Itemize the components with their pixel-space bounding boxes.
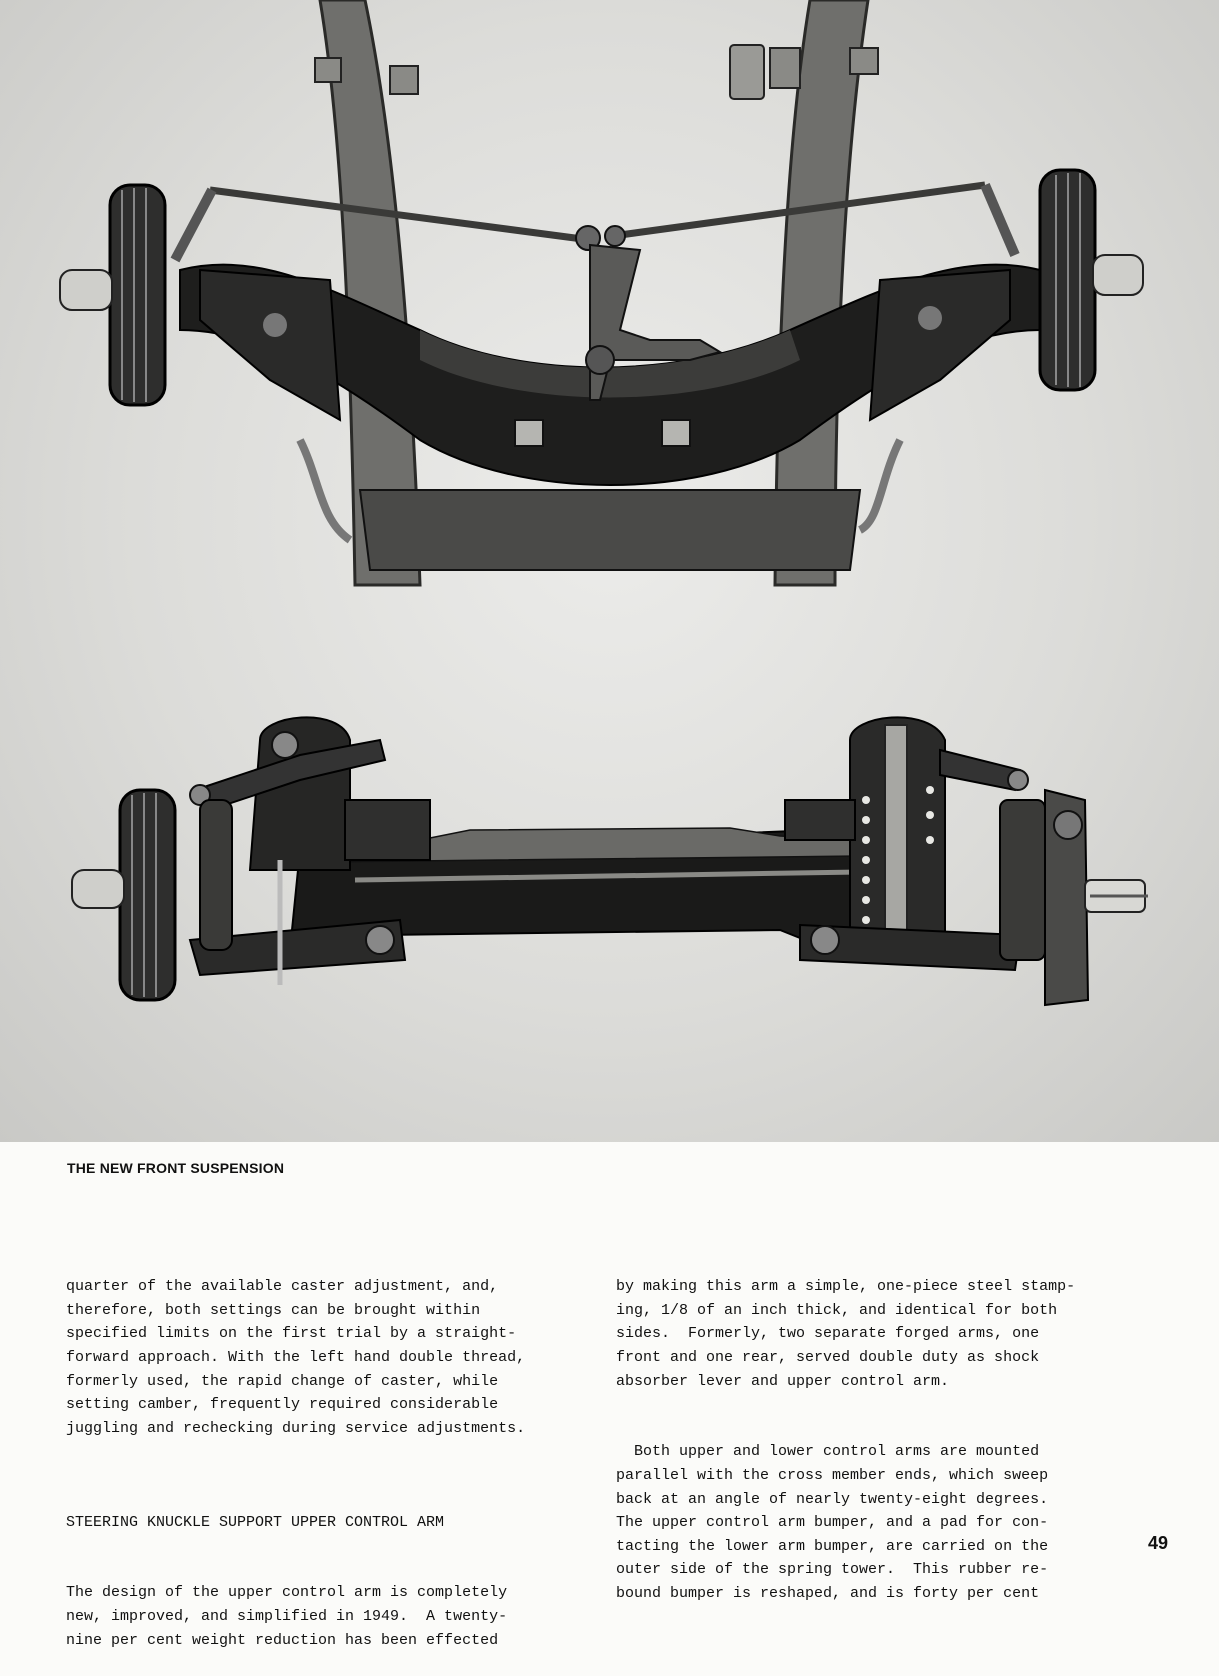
photo-caption: THE NEW FRONT SUSPENSION (67, 1160, 285, 1176)
body-paragraph: The design of the upper control arm is completely new, improved, and simplified in 1949. A twenty- nine per cent weight reduction has been effected (66, 1584, 508, 1649)
body-paragraph: by making this arm a simple, one-piece steel stamp- ing, 1/8 of an inch thick, and identical for both sides. Formerly, two separate forged arms, one front and one rear, served double duty as shock absorber lever and upper control arm. (616, 1278, 1076, 1390)
top-view-assembly (60, 0, 1143, 585)
right-column (616, 1228, 1136, 1629)
body-paragraph: Both upper and lower control arms are mounted parallel with the cross member ends, which sweep back at an angle of nearly twenty-eight degrees. The upper control arm bumper, and a pad for con- tacting the lower arm bumper, are carried on the outer side of the spring tower. This rubber re- bound bumper is reshaped, and is forty per cent (616, 1443, 1049, 1602)
left-column (66, 1228, 586, 1676)
page-number: 49 (1148, 1533, 1169, 1553)
body-paragraph: quarter of the available caster adjustment, and, therefore, both settings can be brought within specified limits on the first trial by a straight- forward approach. With the left hand double thread, formerly used, the rapid change of caster, while setting camber, frequently required considerable juggling and rechecking during service adjustments. (66, 1278, 526, 1437)
section-heading: STEERING KNUCKLE SUPPORT UPPER CONTROL ARM (66, 1513, 445, 1531)
side-view-assembly (72, 717, 1148, 1005)
